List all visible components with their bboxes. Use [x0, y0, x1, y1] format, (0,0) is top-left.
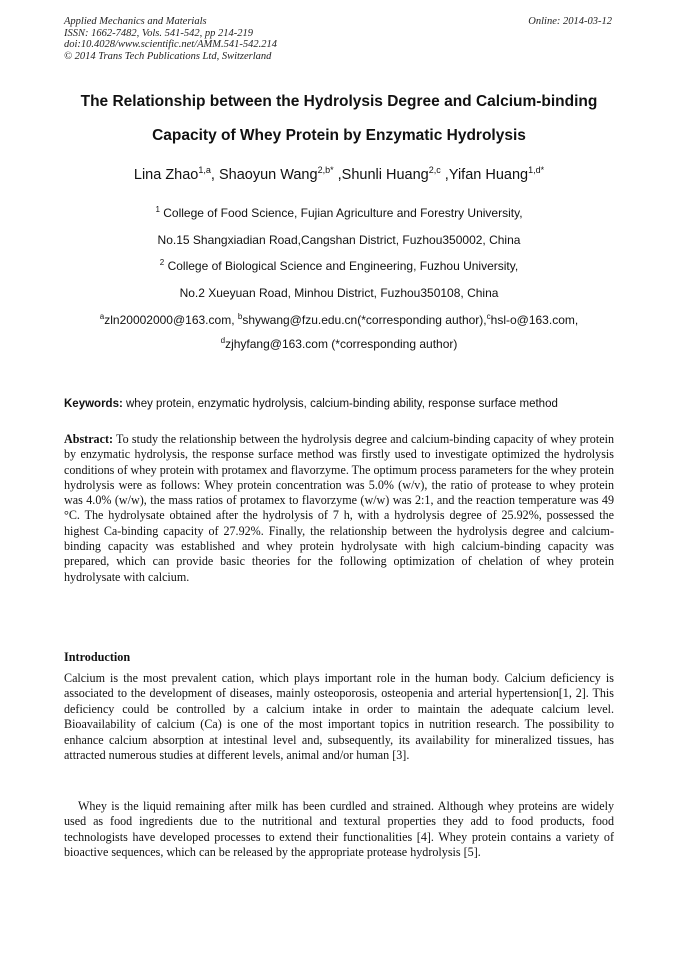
email-line-2: [40, 337, 638, 351]
affiliation-1-line-2: No.15 Shangxiadian Road,Cangshan District, Fuzhou350002, China: [157, 233, 521, 247]
author-name: Lina Zhao: [133, 167, 199, 183]
email-sup: c: [486, 312, 491, 321]
abstract-label: Abstract:: [64, 432, 114, 446]
email-c: hsl-o@163.com,: [490, 313, 579, 327]
email-sup: a: [99, 312, 105, 321]
online-date: Online: 2014-03-12: [528, 16, 612, 27]
keywords: [64, 398, 624, 410]
author-sep: ,: [333, 167, 342, 183]
keywords-label: Keywords:: [64, 398, 123, 410]
introduction-heading: Introduction: [64, 650, 131, 664]
journal-doi: doi:10.4028/www.scientific.net/AMM.541-542.214: [64, 39, 277, 50]
introduction-paragraph-1: Calcium is the most prevalent cation, which plays important role in the human body. Calcium deficiency is associated to the development of diseases, mainly osteoporosis, osteopenia and arterial hypertension[1, 2]. This deficiency could be controlled by a calcium intake in order to maintain the adequate calcium level. Bioavailability of calcium (Ca) is one of the most important topics in nutrition research. The possibility to enhance calcium absorption at intestinal level and, subsequently, its availability for mineralized tissues, has attracted numerous studies at different levels, animal and/or human [3].: [64, 671, 614, 763]
email-b: shywang@fzu.edu.cn(*corresponding author),: [242, 313, 487, 327]
author-sep: ,: [210, 167, 219, 183]
journal-copyright: © 2014 Trans Tech Publications Ltd, Switzerland: [64, 50, 272, 62]
author-sup: 1,a: [198, 165, 211, 176]
author-name: Yifan Huang: [448, 167, 529, 183]
introduction-paragraph-2: Whey is the liquid remaining after milk has been curdled and strained. Although whey proteins are widely used as food ingredients due to the nutritional and textural properties they add to food products, food technologists have developed processes to extend their functionalities [4]. Whey protein contains a variety of bioactive sequences, which can be released by the appropriate protease hydrolysis [5].: [64, 799, 614, 860]
affiliation-sup: 1: [155, 205, 160, 214]
affiliation-text: College of Food Science, Fujian Agriculture and Forestry University,: [159, 206, 523, 220]
affiliation-2-line-1: [40, 259, 638, 273]
affiliation-text: College of Biological Science and Engineering, Fuzhou University,: [164, 259, 519, 273]
abstract: [64, 432, 614, 585]
keywords-text: whey protein, enzymatic hydrolysis, calcium-binding ability, response surface method: [122, 398, 558, 410]
author-sup: 2,b*: [317, 165, 334, 176]
author-sup: 1,d*: [528, 165, 545, 176]
email-a: zln20002000@163.com,: [104, 313, 238, 327]
author-name: Shunli Huang: [341, 167, 429, 183]
author-name: Shaoyun Wang: [218, 167, 318, 183]
author-sup: 2,c: [428, 165, 441, 176]
paper-title-line-1: The Relationship between the Hydrolysis Degree and Calcium-binding: [80, 93, 598, 110]
abstract-text: To study the relationship between the hydrolysis degree and calcium-binding capacity of whey protein by enzymatic hydrolysis, the response surface method was firstly used to investigate optimized the hydrolysis conditions of whey protein with protamex and flavorzyme. The optimum process parameters for the whey protein hydrolysis were as follows: Whey protein concentration was 5.0% (w/v), the ratio of protease to whey protein was 4.0% (w/w), the mass ratios of protamex to flavorzyme (w/w) was 2:1, and the reaction temperature was 49 °C. The hydrolysate obtained after the hydrolysis of 7 h, with a hydrolysis degree of 25.92%, possessed the highest Ca-binding capacity of 27.92%. Finally, the relationship between the hydrolysis degree and calcium-binding capacity was established and whey protein hydrolysate with high calcium-binding capacity was prepared, which can provide basic theories for the following optimization of chelation of whey protein hydrolysate with calcium.: [64, 432, 614, 584]
email-sup: d: [220, 336, 226, 345]
journal-name: Applied Mechanics and Materials: [64, 16, 207, 27]
journal-issn: ISSN: 1662-7482, Vols. 541-542, pp 214-219: [64, 27, 253, 39]
author-list: [40, 167, 638, 183]
email-d: zjhyfang@163.com (*corresponding author): [225, 337, 458, 351]
affiliation-sup: 2: [159, 258, 165, 267]
journal-header: [64, 16, 277, 62]
paper-title-line-2: Capacity of Whey Protein by Enzymatic Hydrolysis: [152, 127, 526, 144]
affiliation-2-line-2: No.2 Xueyuan Road, Minhou District, Fuzhou350108, China: [179, 286, 499, 300]
affiliation-1-line-1: [40, 206, 638, 220]
email-line-1: [40, 313, 638, 327]
email-sup: b: [237, 312, 243, 321]
author-sep: ,: [440, 167, 449, 183]
